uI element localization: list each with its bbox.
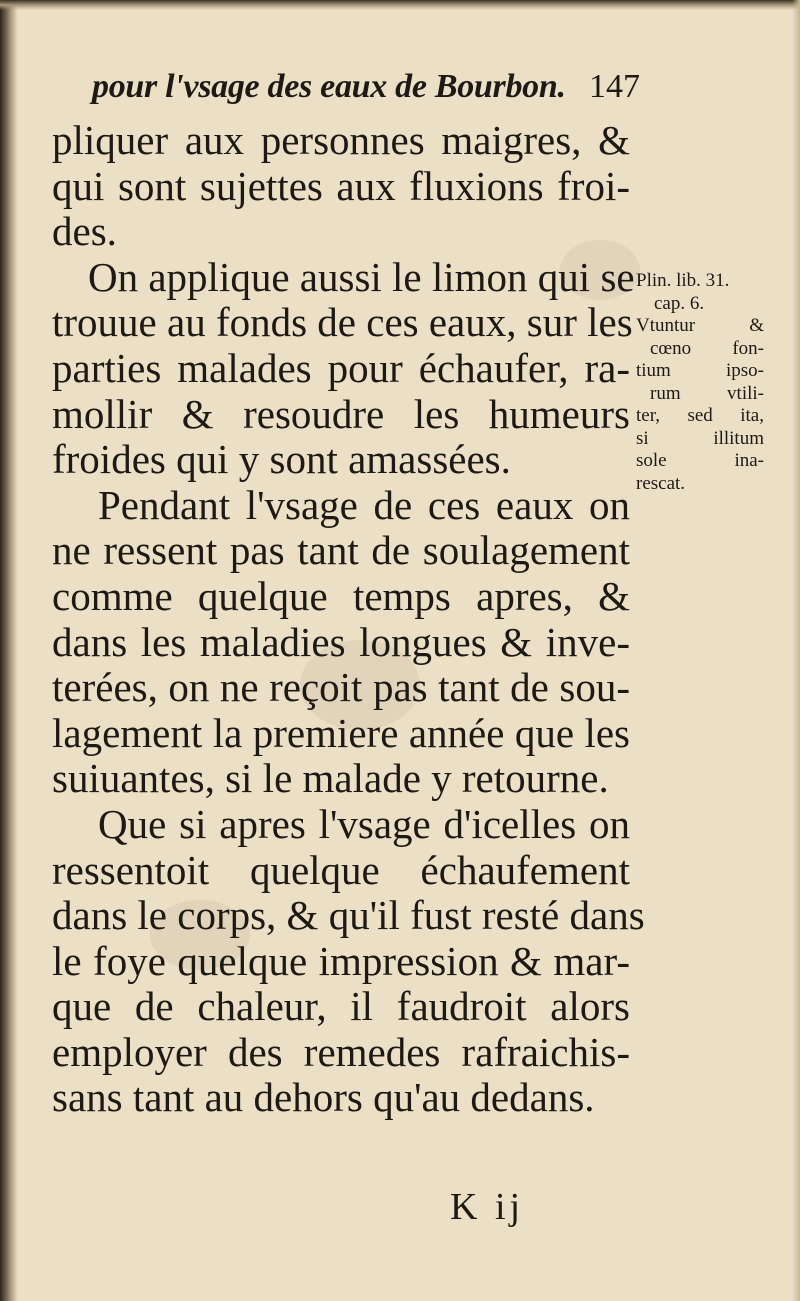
text-line: trouue au fonds de ces eaux, sur les [52,299,633,346]
text-line: mollir & resoudre les humeurs [52,390,630,437]
running-title: pour l'vsage des eaux de Bourbon. [92,68,566,105]
signature-mark: K ij [450,1186,525,1228]
body-text [52,117,645,1121]
right-edge-shadow [792,0,800,1301]
text-line: ne ressent pas tant de soulagement [52,527,630,574]
text-line: suiuantes, si le malade y retourne. [52,755,609,802]
margin-note-line: sole ina- [636,450,764,471]
text-line: pliquer aux personnes maigres, & [52,117,630,163]
margin-note-line: tium ipso- [636,360,764,381]
margin-note-line: Vtuntur & [636,315,764,336]
margin-note-line: rum vtili- [650,382,764,404]
text-line: On applique aussi le limon qui se [88,253,635,300]
text-line: Que si apres l'vsage d'icelles on [98,800,630,847]
text-line: sans tant au dehors qu'au dedans. [52,1074,595,1121]
text-line: que de chaleur, il faudroit alors [52,983,630,1030]
text-line: parties malades pour échaufer, ra- [52,344,630,391]
text-line: employer des remedes rafraichis- [52,1028,630,1075]
text-line: terées, on ne reçoit pas tant de sou- [52,664,630,711]
text-line: lagement la premiere année que les [52,709,630,756]
margin-note [636,270,764,495]
text-line: comme quelque temps apres, & [52,572,630,619]
text-line: dans les maladies longues & inve- [52,618,630,665]
margin-note-line: cœno fon- [650,337,764,359]
margin-note-line: Plin. lib. 31. [636,270,730,291]
text-line: froides qui y sont amassées. [52,436,511,483]
margin-note-line: rescat. [636,472,686,494]
margin-note-line: cap. 6. [654,292,705,314]
text-line: des. [52,208,117,255]
margin-note-line: ter, sed ita, [636,405,764,426]
text-line: le foye quelque impression & mar- [52,937,630,984]
gutter-shadow [0,0,18,1301]
text-line: qui sont sujettes aux fluxions froi- [52,162,630,209]
top-edge-shadow [0,0,800,10]
margin-note-line: si illitum [636,427,764,449]
page-number: 147 [589,68,640,105]
text-line: ressentoit quelque échaufement [52,846,630,893]
text-line: dans le corps, & qu'il fust resté dans [52,892,645,939]
text-line: Pendant l'vsage de ces eaux on [98,481,630,528]
running-head [92,62,640,114]
